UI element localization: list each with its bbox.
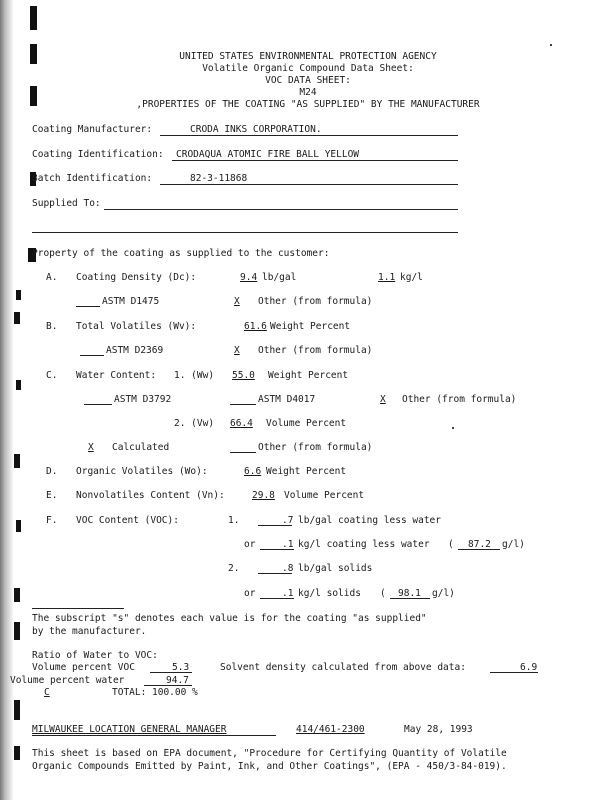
astm-d4017: ASTM D4017 bbox=[258, 394, 316, 405]
note-line-1: The subscript "s" denotes each value is for the coating "as supplied" bbox=[32, 613, 427, 624]
voc-u5: kg/l solids bbox=[298, 588, 361, 599]
density-kgl-unit: kg/l bbox=[400, 272, 423, 283]
solvent-density-value: 6.9 bbox=[520, 662, 538, 673]
supplied-line bbox=[104, 209, 458, 210]
organic-unit: Weight Percent bbox=[266, 466, 347, 477]
ratio-water-label: Volume percent water bbox=[10, 675, 125, 686]
batch-value: 82-3-11868 bbox=[190, 173, 248, 184]
voc-paren-open: ( bbox=[448, 539, 454, 550]
astm-d3792: ASTM D3792 bbox=[114, 394, 172, 405]
scan-speck bbox=[550, 44, 552, 46]
voc-paren-open-2: ( bbox=[380, 588, 386, 599]
ratio-c-label: C bbox=[44, 687, 50, 698]
density-other-label: Other (from formula) bbox=[258, 296, 373, 307]
note-line-2: by the manufacturer. bbox=[32, 626, 147, 637]
water-other2-label: Other (from formula) bbox=[258, 442, 373, 453]
voc-u2: kg/l coating less water bbox=[298, 539, 430, 550]
water-num-1: 1. (Ww) bbox=[174, 370, 215, 381]
scan-mark bbox=[14, 700, 20, 720]
manufacturer-line bbox=[160, 135, 458, 136]
voc-v1: .7 bbox=[282, 515, 294, 526]
scan-mark bbox=[16, 290, 21, 300]
water-other2-blank bbox=[230, 452, 256, 453]
volatiles-other-mark: X bbox=[234, 345, 240, 356]
agency-title: UNITED STATES ENVIRONMENTAL PROTECTION AGENCY bbox=[179, 51, 437, 62]
water-other-mark: X bbox=[380, 394, 386, 405]
sheet-title: VOC DATA SHEET: bbox=[265, 75, 351, 86]
density-kgl-value: 1.1 bbox=[378, 272, 396, 283]
astm-d1475-blank bbox=[76, 306, 100, 307]
water-other-label: Other (from formula) bbox=[402, 394, 517, 405]
scan-mark bbox=[14, 454, 20, 468]
nonvolatiles-unit: Volume Percent bbox=[284, 490, 365, 501]
water-num-2: 2. (Vw) bbox=[174, 418, 215, 429]
voc-u4: lb/gal solids bbox=[298, 563, 373, 574]
property-intro: Property of the coating as supplied to the customer: bbox=[32, 248, 330, 259]
supplied-label: Supplied To: bbox=[32, 198, 101, 209]
sheet-subtitle: Volatile Organic Compound Data Sheet: bbox=[202, 63, 414, 74]
sheet-code: M24 bbox=[299, 87, 317, 98]
properties-heading: ,PROPERTIES OF THE COATING "AS SUPPLIED" BY THE MANUFACTURER bbox=[136, 99, 480, 110]
water-label: Water Content: bbox=[76, 370, 157, 381]
nonvolatiles-label: Nonvolatiles Content (Vn): bbox=[76, 490, 225, 501]
identification-value: CRODAQUA ATOMIC FIRE BALL YELLOW bbox=[176, 149, 360, 160]
voc-or-1: or bbox=[244, 539, 256, 550]
voc-v4: .8 bbox=[282, 563, 294, 574]
identification-line bbox=[172, 160, 458, 161]
astm-d3792-blank bbox=[84, 404, 112, 405]
scan-mark bbox=[16, 520, 21, 532]
astm-d2369: ASTM D2369 bbox=[106, 345, 164, 356]
ratio-voc-label: Volume percent VOC bbox=[32, 662, 135, 673]
item-c-letter: C. bbox=[46, 370, 58, 381]
volatiles-other-label: Other (from formula) bbox=[258, 345, 373, 356]
scan-mark bbox=[14, 312, 20, 324]
supplied-line-2 bbox=[32, 232, 458, 233]
water-vw-unit: Volume Percent bbox=[266, 418, 347, 429]
batch-line bbox=[160, 184, 458, 185]
voc-num-2: 2. bbox=[228, 563, 240, 574]
note-separator bbox=[32, 608, 124, 609]
nonvolatiles-value: 29.8 bbox=[252, 490, 275, 501]
item-a-letter: A. bbox=[46, 272, 58, 283]
footer-line-1: This sheet is based on EPA document, "Procedure for Certifying Quantity of Volatile bbox=[32, 748, 507, 759]
scan-mark bbox=[14, 746, 20, 760]
voc-u3: g/l) bbox=[502, 539, 525, 550]
scan-mark bbox=[14, 588, 20, 602]
voc-label: VOC Content (VOC): bbox=[76, 515, 179, 526]
ratio-voc-value: 5.3 bbox=[172, 662, 190, 673]
solvent-density-label: Solvent density calculated from above data: bbox=[220, 662, 466, 673]
signature-line bbox=[32, 735, 276, 736]
scan-mark bbox=[16, 380, 21, 390]
organic-label: Organic Volatiles (Wo): bbox=[76, 466, 208, 477]
calculated-mark: X bbox=[88, 442, 94, 453]
voc-num-1: 1. bbox=[228, 515, 240, 526]
calculated-label: Calculated bbox=[112, 442, 170, 453]
volatiles-label: Total Volatiles (Wv): bbox=[76, 321, 197, 332]
item-f-letter: F. bbox=[46, 515, 58, 526]
voc-v3: 87.2 bbox=[468, 539, 491, 550]
scan-speck bbox=[452, 427, 454, 429]
water-vw-value: 66.4 bbox=[230, 418, 253, 429]
voc-v2: .1 bbox=[282, 539, 294, 550]
astm-d1475: ASTM D1475 bbox=[102, 296, 160, 307]
item-b-letter: B. bbox=[46, 321, 58, 332]
voc-u6: g/l) bbox=[432, 588, 455, 599]
volatiles-value: 61.6 bbox=[244, 321, 267, 332]
water-ww-value: 55.0 bbox=[232, 370, 255, 381]
ratio-total-label: TOTAL: bbox=[112, 687, 147, 698]
scan-mark bbox=[14, 622, 20, 640]
density-other-mark: X bbox=[234, 296, 240, 307]
organic-value: 6.6 bbox=[244, 466, 262, 477]
footer-line-2: Organic Compounds Emitted by Paint, Ink, and Other Coatings", (EPA - 450/3-84-019). bbox=[32, 761, 507, 772]
ratio-water-value: 94.7 bbox=[166, 675, 189, 686]
water-ww-unit: Weight Percent bbox=[268, 370, 349, 381]
signature-date: May 28, 1993 bbox=[404, 724, 473, 735]
manufacturer-value: CRODA INKS CORPORATION. bbox=[190, 124, 322, 135]
batch-label: Batch Identification: bbox=[32, 173, 153, 184]
scan-mark bbox=[30, 6, 37, 30]
item-e-letter: E. bbox=[46, 490, 58, 501]
item-d-letter: D. bbox=[46, 466, 58, 477]
signature-phone: 414/461-2300 bbox=[296, 724, 365, 735]
astm-d4017-blank bbox=[230, 404, 256, 405]
voc-v6: 98.1 bbox=[398, 588, 421, 599]
ratio-title: Ratio of Water to VOC: bbox=[32, 650, 158, 661]
voc-v5: .1 bbox=[282, 588, 294, 599]
volatiles-unit: Weight Percent bbox=[270, 321, 351, 332]
ratio-total-value: 100.00 % bbox=[152, 687, 198, 698]
density-label: Coating Density (Dc): bbox=[76, 272, 197, 283]
identification-label: Coating Identification: bbox=[32, 149, 164, 160]
voc-or-2: or bbox=[244, 588, 256, 599]
signature-title: MILWAUKEE LOCATION GENERAL MANAGER bbox=[32, 724, 227, 735]
density-lbgal-unit: lb/gal bbox=[262, 272, 297, 283]
manufacturer-label: Coating Manufacturer: bbox=[32, 124, 153, 135]
voc-u1: lb/gal coating less water bbox=[298, 515, 441, 526]
density-lbgal-value: 9.4 bbox=[240, 272, 258, 283]
astm-d2369-blank bbox=[80, 355, 104, 356]
